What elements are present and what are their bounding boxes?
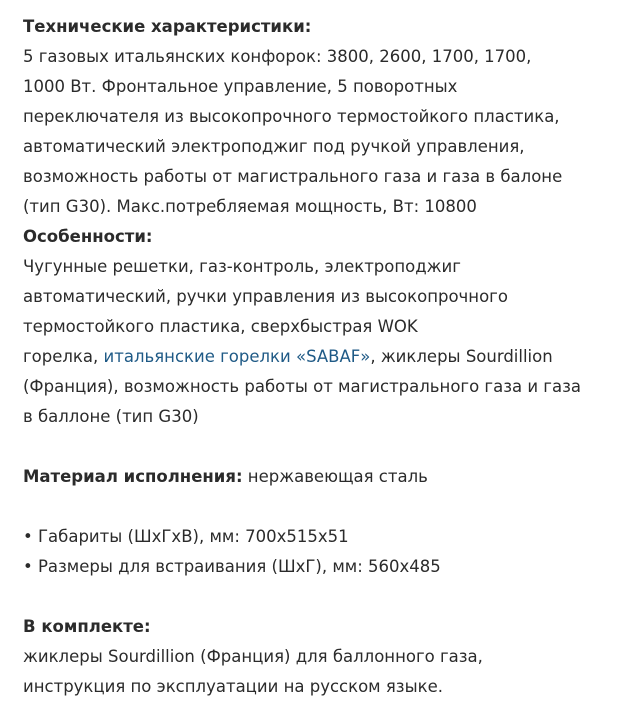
specs-line: возможность работы от магистрального газа и газа в балоне xyxy=(23,167,563,186)
specs-heading: Технические характеристики: xyxy=(23,17,312,36)
kit-line: жиклеры Sourdillion (Франция) для баллонного газа, xyxy=(23,647,483,666)
specs-line: 1000 Вт. Фронтальное управление, 5 поворотных xyxy=(23,77,458,96)
features-link-line xyxy=(23,342,629,372)
features-heading: Особенности: xyxy=(23,227,153,246)
features-link-suffix: , жиклеры Sourdillion xyxy=(370,347,553,366)
features-line: (Франция), возможность работы от магистрального газа и газа xyxy=(23,377,581,396)
features-line: термостойкого пластика, сверхбыстрая WOK xyxy=(23,317,418,336)
dimensions-item: • Габариты (ШхГхВ), мм: 700x515x51 xyxy=(23,527,349,546)
material-line xyxy=(23,462,629,492)
specs-line: автоматический электроподжиг под ручкой управления, xyxy=(23,137,525,156)
material-value: нержавеющая сталь xyxy=(242,467,428,486)
kit-line: инструкция по эксплуатации на русском языке. xyxy=(23,677,443,696)
features-link-prefix: горелка, xyxy=(23,347,104,366)
spacer xyxy=(23,432,629,462)
dimensions-item: • Размеры для встраивания (ШхГ), мм: 560x485 xyxy=(23,557,441,576)
spacer xyxy=(23,492,629,522)
features-line: в баллоне (тип G30) xyxy=(23,407,199,426)
specs-line: (тип G30). Макс.потребляемая мощность, Вт: 10800 xyxy=(23,197,477,216)
specs-line: переключателя из высокопрочного термостойкого пластика, xyxy=(23,107,560,126)
sabaf-burners-link[interactable]: итальянские горелки «SABAF» xyxy=(103,347,371,366)
kit-heading: В комплекте: xyxy=(23,617,151,636)
features-line: Чугунные решетки, газ-контроль, электроподжиг xyxy=(23,257,461,276)
features-line: автоматический, ручки управления из высокопрочного xyxy=(23,287,508,306)
spacer xyxy=(23,582,629,612)
specs-line: 5 газовых итальянских конфорок: 3800, 2600, 1700, 1700, xyxy=(23,47,532,66)
material-label: Материал исполнения: xyxy=(23,467,243,486)
